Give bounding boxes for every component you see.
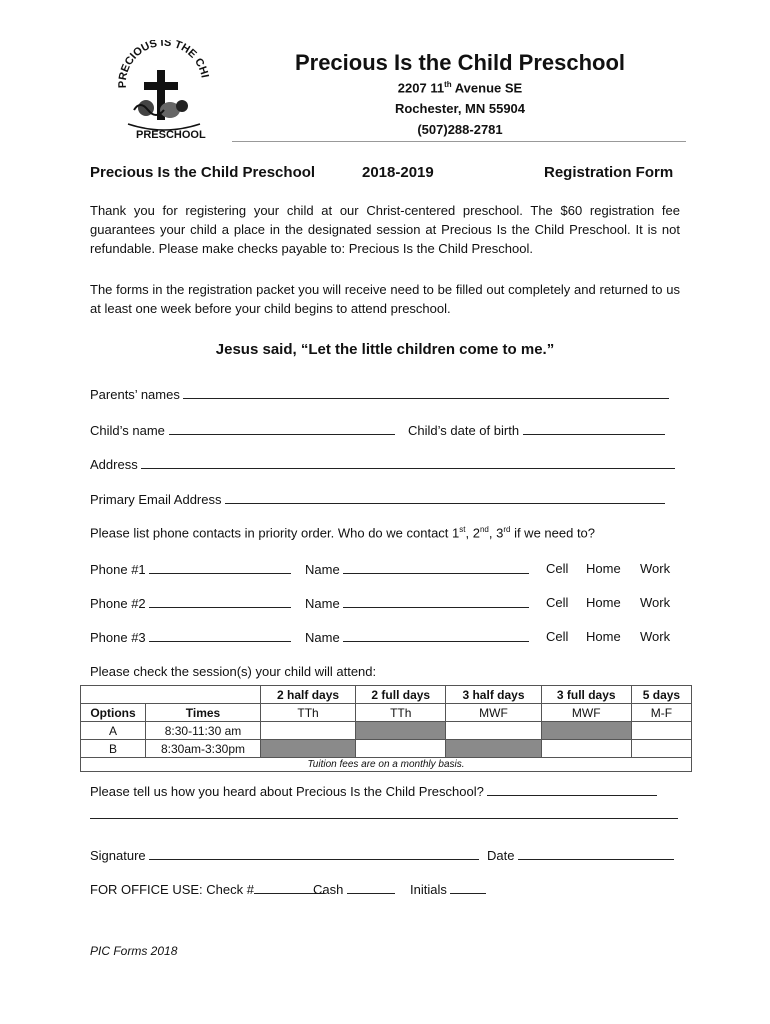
plan-days: M-F	[631, 704, 691, 722]
phone-contacts-prompt: Please list phone contacts in priority order. Who do we contact 1st, 2nd, 3rd if we need to?	[90, 525, 596, 541]
table-row	[81, 722, 692, 740]
unavailable-cell	[261, 740, 356, 758]
plan-title: 3 full days	[541, 686, 631, 704]
time-cell: 8:30am-3:30pm	[146, 740, 261, 758]
child-name-field[interactable]: Child’s name	[90, 422, 395, 438]
phone-3-cell-option[interactable]: Cell	[546, 629, 569, 644]
time-cell: 8:30-11:30 am	[146, 722, 261, 740]
phone-3-home-option[interactable]: Home	[586, 629, 621, 644]
plan-title: 3 half days	[446, 686, 541, 704]
tuition-note: Tuition fees are on a monthly basis.	[81, 758, 692, 772]
phone-1-work-option[interactable]: Work	[640, 561, 671, 576]
table-row	[81, 740, 692, 758]
plan-days: MWF	[541, 704, 631, 722]
option-cell: A	[81, 722, 146, 740]
address-field[interactable]: Address	[90, 456, 675, 472]
office-check-field: FOR OFFICE USE: Check #	[90, 881, 324, 897]
street-address: 2207 11th Avenue SE	[397, 80, 523, 96]
session-table	[80, 685, 692, 772]
checkbox-cell[interactable]	[631, 740, 691, 758]
phone-2-field[interactable]: Phone #2	[90, 595, 291, 611]
phone-3-work-option[interactable]: Work	[640, 629, 671, 644]
phone-2-work-option[interactable]: Work	[640, 595, 671, 610]
school-phone: (507)288-2781	[417, 122, 503, 137]
phone-1-name-field[interactable]: Name	[305, 561, 529, 577]
signature-field[interactable]: Signature	[90, 847, 479, 863]
checkbox-cell[interactable]	[356, 740, 446, 758]
parents-names-field[interactable]: Parents’ names	[90, 386, 682, 402]
date-field[interactable]: Date	[487, 847, 674, 863]
footer-label: PIC Forms 2018	[90, 944, 178, 958]
phone-1-home-option[interactable]: Home	[586, 561, 621, 576]
checkbox-cell[interactable]	[261, 722, 356, 740]
unavailable-cell	[541, 722, 631, 740]
phone-1-field[interactable]: Phone #1	[90, 561, 291, 577]
times-header: Times	[146, 704, 261, 722]
school-logo	[118, 40, 210, 142]
phone-3-name-field[interactable]: Name	[305, 629, 529, 645]
logo-arc-text: RECIOUS IS THE CHI	[118, 40, 210, 82]
instructions-paragraph: The forms in the registration packet you will receive need to be filled out completely and returned to us at least one week before your child begins to attend preschool.	[90, 282, 680, 316]
phone-2-name-field[interactable]: Name	[305, 595, 529, 611]
intro-paragraph: Thank you for registering your child at our Christ-centered preschool. The $60 registration fee guarantees your child a place in the designated session at Precious Is the Child Preschool. It is not refundable. Please make checks payable to: Precious Is the Child Preschool.	[90, 203, 680, 256]
checkbox-cell[interactable]	[446, 722, 541, 740]
office-cash-field: Cash	[313, 881, 395, 897]
plan-days: TTh	[356, 704, 446, 722]
heard-about-field[interactable]: Please tell us how you heard about Precious Is the Child Preschool?	[90, 783, 657, 799]
plan-days: TTh	[261, 704, 356, 722]
unavailable-cell	[356, 722, 446, 740]
checkbox-cell[interactable]	[541, 740, 631, 758]
phone-2-cell-option[interactable]: Cell	[546, 595, 569, 610]
plan-title: 2 full days	[356, 686, 446, 704]
plan-days: MWF	[446, 704, 541, 722]
school-title: Precious Is the Child Preschool	[294, 50, 626, 75]
phone-3-field[interactable]: Phone #3	[90, 629, 291, 645]
form-header-school: Precious Is the Child Preschool	[90, 164, 316, 181]
unavailable-cell	[446, 740, 541, 758]
option-cell: B	[81, 740, 146, 758]
form-header-year: 2018-2019	[362, 164, 434, 181]
plan-title: 5 days	[631, 686, 691, 704]
city-address: Rochester, MN 55904	[394, 101, 526, 116]
header-divider	[232, 141, 686, 142]
heard-about-second-line[interactable]	[90, 818, 678, 819]
scripture-quote: Jesus said, “Let the little children come to me.”	[215, 341, 555, 358]
session-prompt: Please check the session(s) your child will attend:	[90, 664, 377, 679]
child-dob-field[interactable]: Child’s date of birth	[408, 422, 665, 438]
office-initials-field: Initials	[410, 881, 486, 897]
form-header-title: Registration Form	[544, 164, 674, 181]
options-header: Options	[81, 704, 146, 722]
phone-2-home-option[interactable]: Home	[586, 595, 621, 610]
plan-title: 2 half days	[261, 686, 356, 704]
phone-1-cell-option[interactable]: Cell	[546, 561, 569, 576]
checkbox-cell[interactable]	[631, 722, 691, 740]
logo-bottom-text: PRESCHOOL	[136, 129, 206, 141]
email-field[interactable]: Primary Email Address	[90, 491, 665, 507]
